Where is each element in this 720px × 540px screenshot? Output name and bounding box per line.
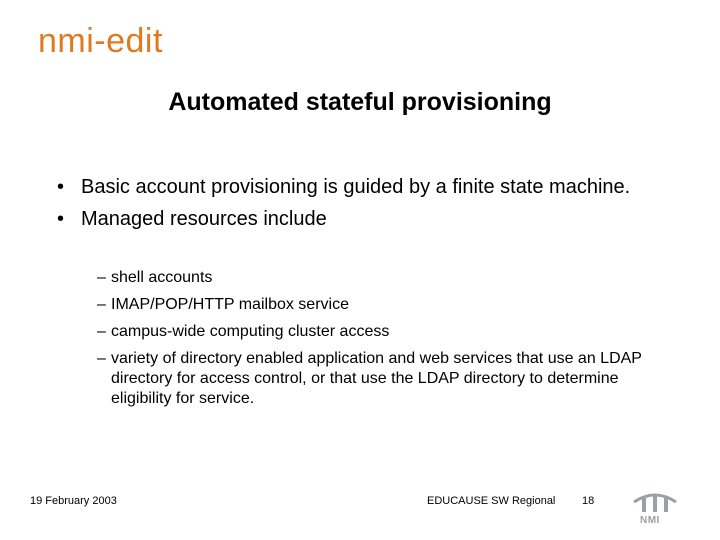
bullet-text: Managed resources include (81, 208, 327, 230)
dash-icon: – (97, 350, 106, 367)
sub-bullet-item (97, 349, 677, 409)
sub-bullet-text: shell accounts (111, 269, 213, 286)
bullet-dot-icon: • (57, 208, 65, 230)
page-number: 18 (582, 495, 595, 507)
sub-bullet-item (97, 268, 677, 288)
bullet-list (57, 174, 677, 238)
sub-bullet-text: variety of directory enabled application and web services that use an LDAP directory for access control, or that use the LDAP directory to determine eligibility for service. (111, 350, 642, 407)
sub-bullet-text: IMAP/POP/HTTP mailbox service (111, 296, 349, 313)
sub-bullet-list (97, 268, 677, 416)
bullet-text: Basic account provisioning is guided by a finite state machine. (81, 176, 631, 198)
dash-icon: – (97, 269, 106, 286)
brand-title: nmi-edit (38, 22, 163, 60)
footer-date: 19 February 2003 (30, 495, 117, 507)
sub-bullet-text: campus-wide computing cluster access (111, 323, 390, 340)
bullet-item (57, 206, 677, 232)
bullet-item (57, 174, 677, 200)
slide-title: Automated stateful provisioning (168, 88, 552, 116)
footer-event: EDUCAUSE SW Regional (427, 495, 556, 507)
sub-bullet-item (97, 295, 677, 315)
logo-text: NMI (640, 515, 660, 526)
dash-icon: – (97, 296, 106, 313)
bullet-dot-icon: • (57, 176, 65, 198)
dash-icon: – (97, 323, 106, 340)
sub-bullet-item (97, 322, 677, 342)
